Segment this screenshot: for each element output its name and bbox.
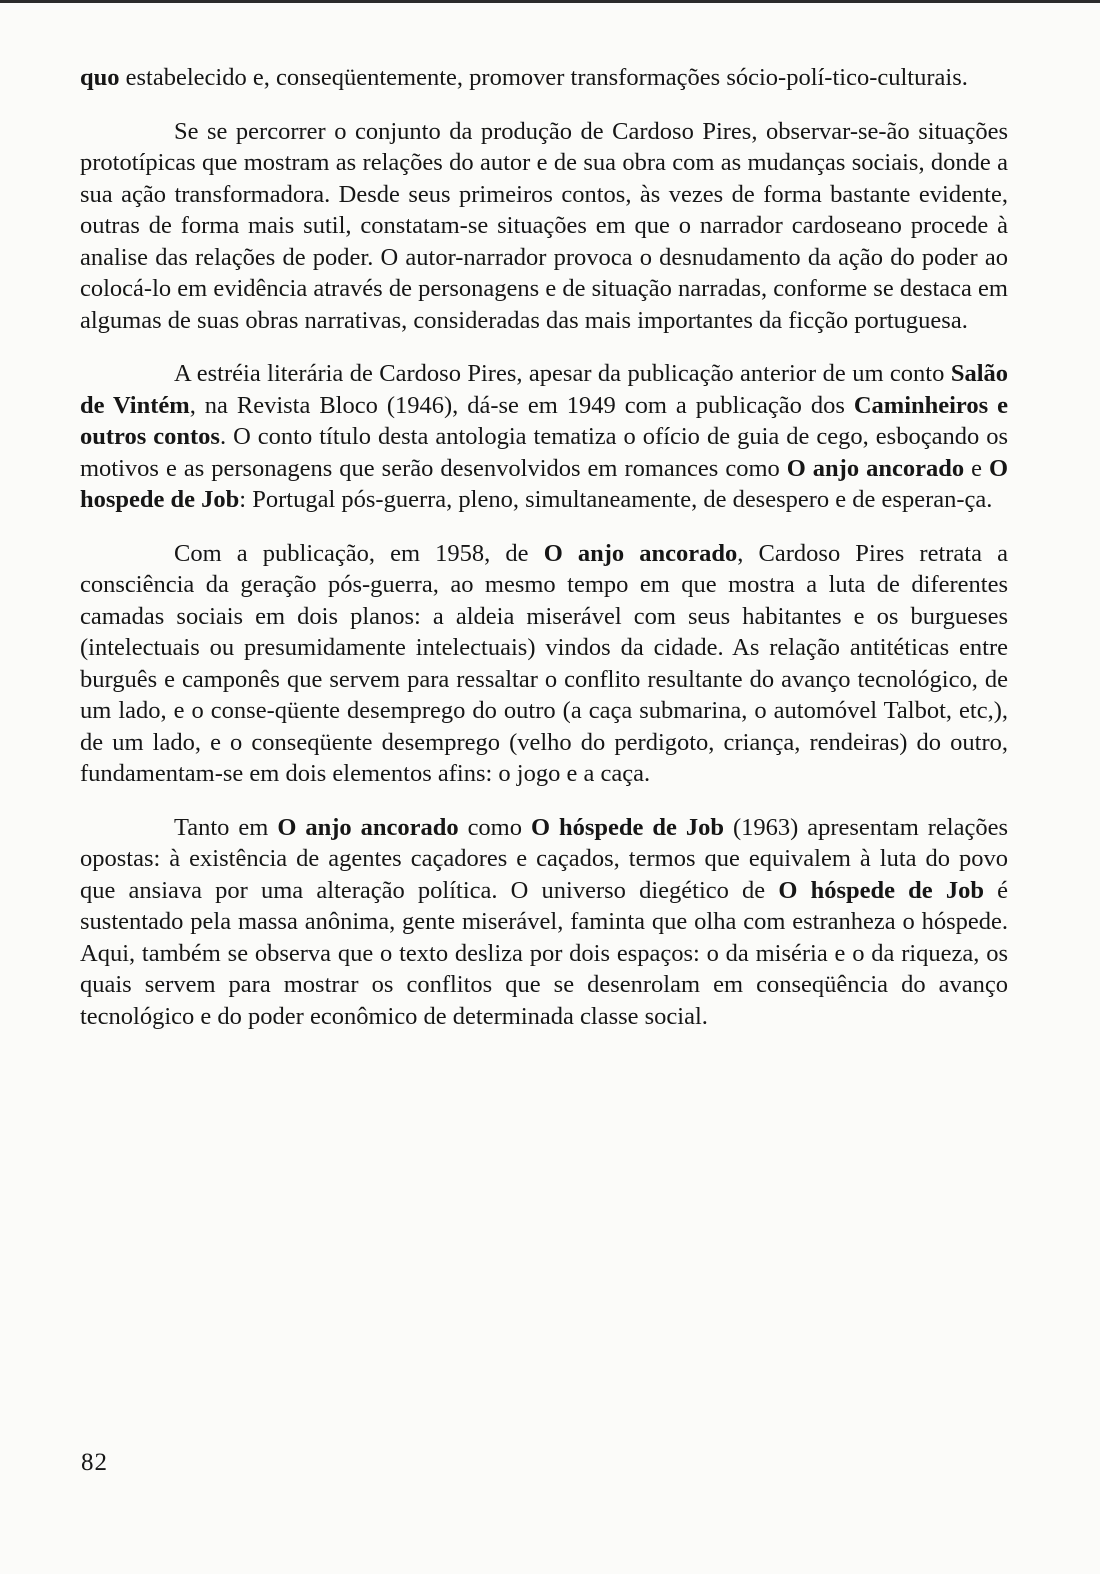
paragraph-1 xyxy=(80,62,1008,94)
paragraph-3-segment-7: e xyxy=(964,454,989,482)
paragraph-4-title-anjo-ancorado: O anjo ancorado xyxy=(543,539,738,567)
paragraph-2 xyxy=(80,116,1008,337)
paragraph-3-title-salao-de-vintem: Salão de Vintém xyxy=(80,360,1008,419)
page-body xyxy=(80,62,1008,1032)
paragraph-5-segment-3: como xyxy=(458,813,531,841)
paragraph-1-segment-1: quo xyxy=(80,64,120,91)
paragraph-3-title-hospede-de-job: O hospede de Job xyxy=(80,454,1008,513)
paragraph-1-segment-2: estabelecido e, conseqüentemente, promover transformações sócio-polí-tico-culturais. xyxy=(119,64,968,91)
paragraph-2-segment-1: Se se percorrer o conjunto da produção de Cardoso Pires, observar-se-ão situações prototípicas que mostram as relações do autor e de sua obra com as mudanças sociais, donde a sua ação transformadora. Desde seus primeiros contos, às vezes de forma bastante evidente, outras de forma mais sutil, constatam-se situações em que o narrador cardoseano procede à analise das relações de poder. O autor-narrador provoca o desnudamento da ação do poder ao colocá-lo em evidência através de personagens e de situação narradas, conforme se destaca em algumas de suas obras narrativas, consideradas das mais importantes da ficção portuguesa. xyxy=(80,117,1008,334)
paragraph-3-segment-9: : Portugal pós-guerra, pleno, simultaneamente, de desespero e de esperan-ça. xyxy=(239,486,993,513)
paragraph-5 xyxy=(80,812,1008,1033)
paragraph-3-title-caminheiros: Caminheiros e outros contos xyxy=(80,391,1008,450)
top-edge-rule xyxy=(0,0,1100,3)
paragraph-4 xyxy=(80,538,1008,790)
paragraph-3-title-anjo-ancorado: O anjo ancorado xyxy=(786,454,965,482)
paragraph-5-segment-1: Tanto em xyxy=(174,813,278,841)
paragraph-3 xyxy=(80,358,1008,516)
paragraph-4-segment-3: , Cardoso Pires retrata a consciência da geração pós-guerra, ao mesmo tempo em que mostra a luta de diferentes camadas sociais em dois planos: a aldeia miserável com seus habitantes e os burgueses (intelectuais ou presumidamente intelectuais) vindos da cidade. As relação antitéticas entre burguês e camponês que servem para ressaltar o conflito resultante do avanço tecnológico, de um lado, e o conse-qüente desemprego do outro (a caça submarina, o automóvel Talbot, etc,), de um lado, e o conseqüente desemprego (velho do perdigoto, criança, rendeiras) do outro, fundamentam-se em dois elementos afins: o jogo e a caça. xyxy=(80,539,1008,787)
paragraph-3-segment-1: A estréia literária de Cardoso Pires, apesar da publicação anterior de um conto xyxy=(174,360,951,387)
paragraph-5-title-hospede-de-job-2: O hóspede de Job xyxy=(778,876,984,904)
page-number: 82 xyxy=(81,1449,108,1476)
paragraph-3-segment-3: , na Revista Bloco (1946), dá-se em 1949 com a publicação dos xyxy=(189,391,854,419)
paragraph-4-segment-1: Com a publicação, em 1958, de xyxy=(174,539,544,567)
paragraph-5-segment-7: é sustentado pela massa anônima, gente miserável, faminta que olha com estranheza o hóspede. Aqui, também se observa que o texto desliza por dois espaços: o da miséria e o da riqueza, os quais servem para mostrar os conflitos que se desenrolam em conseqüência do avanço tecnológico e do poder econômico de determinada classe social. xyxy=(80,876,1008,1030)
paragraph-3-segment-5: . O conto título desta antologia tematiza o ofício de guia de cego, esboçando os motivos e as personagens que serão desenvolvidos em romances como xyxy=(80,423,1008,482)
paragraph-5-segment-5: (1963) apresentam relações opostas: à existência de agentes caçadores e caçados, termos que equivalem à luta do povo que ansiava por uma alteração política. O universo diegético de xyxy=(80,813,1008,904)
paragraph-5-title-hospede-de-job: O hóspede de Job xyxy=(530,813,724,841)
paragraph-5-title-anjo-ancorado: O anjo ancorado xyxy=(277,813,459,841)
